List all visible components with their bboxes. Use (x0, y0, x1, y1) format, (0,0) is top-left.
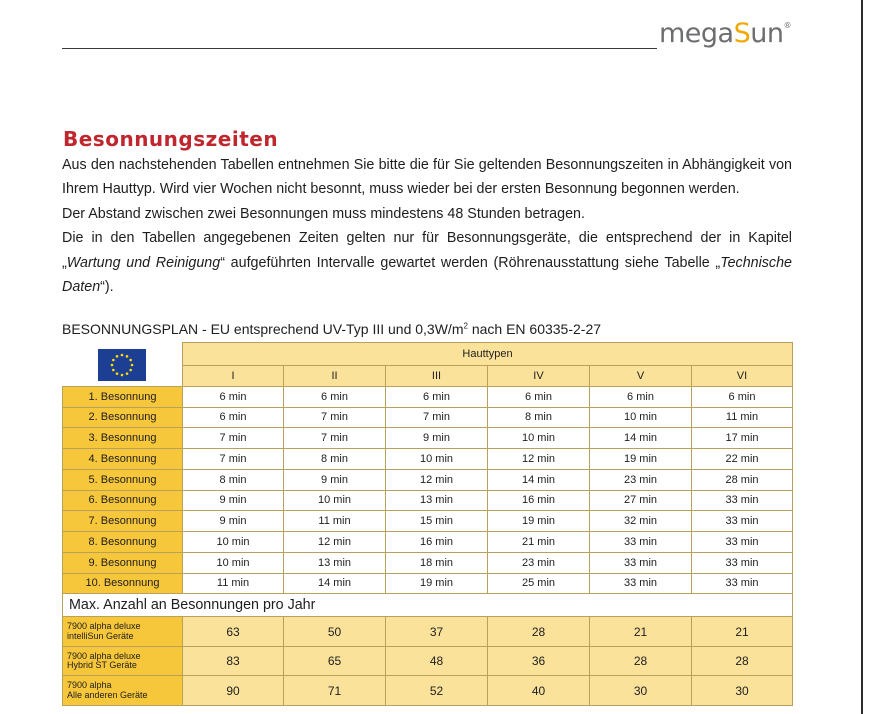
max-count-cell: 37 (386, 617, 488, 647)
session-label: 1. Besonnung (63, 386, 183, 407)
max-count-cell: 30 (692, 676, 793, 706)
max-count-cell: 71 (284, 676, 386, 706)
duration-cell: 14 min (590, 428, 692, 449)
device-label (63, 676, 183, 706)
duration-cell: 16 min (488, 490, 590, 511)
duration-cell: 10 min (590, 407, 692, 428)
duration-cell: 33 min (692, 532, 793, 553)
eu-star-icon (126, 355, 129, 358)
plan-title (62, 321, 601, 337)
skin-type-header: VI (692, 366, 793, 387)
plan-title-sup: 2 (463, 321, 468, 331)
p3-ref-wartung: Wartung und Reinigung (66, 254, 221, 271)
duration-cell: 13 min (284, 552, 386, 573)
duration-cell: 7 min (183, 449, 284, 470)
duration-cell: 14 min (488, 469, 590, 490)
duration-cell: 15 min (386, 511, 488, 532)
eu-star-icon (111, 364, 114, 367)
eu-star-icon (126, 372, 129, 375)
duration-cell: 11 min (692, 407, 793, 428)
intro-paragraph-2: Der Abstand zwischen zwei Besonnungen muss mindestens 48 Stunden betragen. (62, 205, 585, 222)
table-row (63, 449, 793, 470)
skin-type-header: I (183, 366, 284, 387)
eu-star-icon (112, 359, 115, 362)
duration-cell: 7 min (284, 407, 386, 428)
duration-cell: 28 min (692, 469, 793, 490)
duration-cell: 22 min (692, 449, 793, 470)
device-label (63, 617, 183, 647)
session-label: 10. Besonnung (63, 573, 183, 594)
max-section-title: Max. Anzahl an Besonnungen pro Jahr (63, 594, 793, 617)
duration-cell: 33 min (692, 490, 793, 511)
session-label: 9. Besonnung (63, 552, 183, 573)
duration-cell: 6 min (183, 407, 284, 428)
session-label: 2. Besonnung (63, 407, 183, 428)
duration-cell: 9 min (284, 469, 386, 490)
table-row (63, 511, 793, 532)
duration-cell: 12 min (488, 449, 590, 470)
duration-cell: 10 min (284, 490, 386, 511)
duration-cell: 33 min (590, 573, 692, 594)
max-count-cell: 52 (386, 676, 488, 706)
duration-cell: 10 min (183, 532, 284, 553)
page-right-border (861, 0, 863, 714)
eu-star-icon (112, 369, 115, 372)
duration-cell: 21 min (488, 532, 590, 553)
duration-cell: 6 min (590, 386, 692, 407)
duration-cell: 13 min (386, 490, 488, 511)
p3-part-e: “). (100, 279, 114, 296)
p3-part-c: “ aufgeführten Intervalle gewartet werden (Röhrenausstattung siehe Tabelle „ (220, 254, 721, 271)
max-section-row (63, 594, 793, 617)
max-count-cell: 40 (488, 676, 590, 706)
duration-cell: 10 min (386, 449, 488, 470)
megasun-logo (659, 18, 791, 49)
duration-cell: 16 min (386, 532, 488, 553)
eu-star-icon (116, 372, 119, 375)
duration-cell: 10 min (488, 428, 590, 449)
eu-star-icon (129, 359, 132, 362)
session-label: 4. Besonnung (63, 449, 183, 470)
table-row (63, 469, 793, 490)
device-label-line1: 7900 alpha (67, 680, 112, 690)
duration-cell: 33 min (692, 552, 793, 573)
device-row (63, 676, 793, 706)
table-row (63, 552, 793, 573)
logo-suffix: un (750, 18, 784, 49)
besonnungsplan-table (62, 342, 793, 706)
duration-cell: 19 min (386, 573, 488, 594)
duration-cell: 11 min (284, 511, 386, 532)
device-label-line2: Alle anderen Geräte (67, 689, 148, 700)
skin-type-header: IV (488, 366, 590, 387)
duration-cell: 33 min (590, 532, 692, 553)
table-row (63, 407, 793, 428)
duration-cell: 18 min (386, 552, 488, 573)
intro-text (62, 153, 792, 299)
logo-sun-letter: S (733, 18, 751, 49)
max-count-cell: 30 (590, 676, 692, 706)
eu-flag-icon (98, 349, 146, 381)
device-label (63, 646, 183, 676)
eu-star-icon (121, 374, 124, 377)
device-label-line1: 7900 alpha deluxe (67, 650, 141, 661)
session-label: 7. Besonnung (63, 511, 183, 532)
device-row (63, 646, 793, 676)
skin-types-header: Hauttypen (183, 343, 793, 366)
max-count-cell: 83 (183, 646, 284, 676)
page-title: Besonnungszeiten (63, 127, 279, 151)
duration-cell: 6 min (284, 386, 386, 407)
plan-title-text: BESONNUNGSPLAN - EU entsprechend UV-Typ III und 0,3W/m (62, 321, 464, 337)
duration-cell: 7 min (284, 428, 386, 449)
duration-cell: 9 min (386, 428, 488, 449)
eu-star-icon (131, 364, 134, 367)
logo-prefix: mega (659, 18, 734, 49)
duration-cell: 27 min (590, 490, 692, 511)
session-label: 8. Besonnung (63, 532, 183, 553)
duration-cell: 32 min (590, 511, 692, 532)
table-row (63, 386, 793, 407)
eu-star-icon (116, 355, 119, 358)
max-count-cell: 28 (488, 617, 590, 647)
skin-type-header: II (284, 366, 386, 387)
intro-paragraph-3 (62, 226, 792, 299)
max-count-cell: 28 (590, 646, 692, 676)
eu-star-icon (121, 354, 124, 357)
device-row (63, 617, 793, 647)
max-count-cell: 50 (284, 617, 386, 647)
max-count-cell: 21 (692, 617, 793, 647)
duration-cell: 6 min (183, 386, 284, 407)
duration-cell: 7 min (386, 407, 488, 428)
max-count-cell: 21 (590, 617, 692, 647)
table-row (63, 573, 793, 594)
session-label: 5. Besonnung (63, 469, 183, 490)
p3-ref-technische-daten: Technische Daten (62, 254, 792, 296)
eu-flag (98, 349, 146, 381)
skin-type-header: III (386, 366, 488, 387)
session-label: 3. Besonnung (63, 428, 183, 449)
duration-cell: 9 min (183, 511, 284, 532)
max-count-cell: 65 (284, 646, 386, 676)
max-count-cell: 90 (183, 676, 284, 706)
max-count-cell: 28 (692, 646, 793, 676)
duration-cell: 8 min (284, 449, 386, 470)
duration-cell: 17 min (692, 428, 793, 449)
duration-cell: 8 min (488, 407, 590, 428)
duration-cell: 12 min (386, 469, 488, 490)
session-label: 6. Besonnung (63, 490, 183, 511)
duration-cell: 7 min (183, 428, 284, 449)
duration-cell: 10 min (183, 552, 284, 573)
duration-cell: 25 min (488, 573, 590, 594)
device-label-line2: intelliSun Geräte (67, 630, 134, 641)
device-label-line2: Hybrid ST Geräte (67, 660, 137, 670)
duration-cell: 6 min (692, 386, 793, 407)
plan-title-suffix: nach EN 60335-2-27 (467, 321, 602, 337)
p3-part-a: Die in den Tabellen angegebenen Zeiten gelten nur für Besonnungsgeräte, die entsprechend der in Kapitel „ (62, 230, 792, 271)
duration-cell: 8 min (183, 469, 284, 490)
duration-cell: 12 min (284, 532, 386, 553)
duration-cell: 23 min (590, 469, 692, 490)
max-count-cell: 48 (386, 646, 488, 676)
table-row (63, 532, 793, 553)
table-row (63, 428, 793, 449)
duration-cell: 33 min (590, 552, 692, 573)
duration-cell: 23 min (488, 552, 590, 573)
duration-cell: 33 min (692, 511, 793, 532)
table-row (63, 490, 793, 511)
duration-cell: 19 min (488, 511, 590, 532)
duration-cell: 6 min (488, 386, 590, 407)
max-count-cell: 36 (488, 646, 590, 676)
duration-cell: 6 min (386, 386, 488, 407)
eu-star-icon (129, 369, 132, 372)
device-label-line1: 7900 alpha deluxe (67, 621, 141, 631)
duration-cell: 14 min (284, 573, 386, 594)
header-rule (62, 48, 657, 49)
skin-type-header: V (590, 366, 692, 387)
duration-cell: 9 min (183, 490, 284, 511)
duration-cell: 19 min (590, 449, 692, 470)
max-count-cell: 63 (183, 617, 284, 647)
duration-cell: 33 min (692, 573, 793, 594)
logo-registered-mark: ® (783, 21, 791, 30)
duration-cell: 11 min (183, 573, 284, 594)
intro-paragraph-1: Aus den nachstehenden Tabellen entnehmen Sie bitte die für Sie geltenden Besonnungszeiten in Abhängigkeit von Ihrem Hauttyp. Wird vier Wochen nicht besonnt, muss wieder bei der ersten Besonnung begonnen werden. (62, 157, 792, 198)
